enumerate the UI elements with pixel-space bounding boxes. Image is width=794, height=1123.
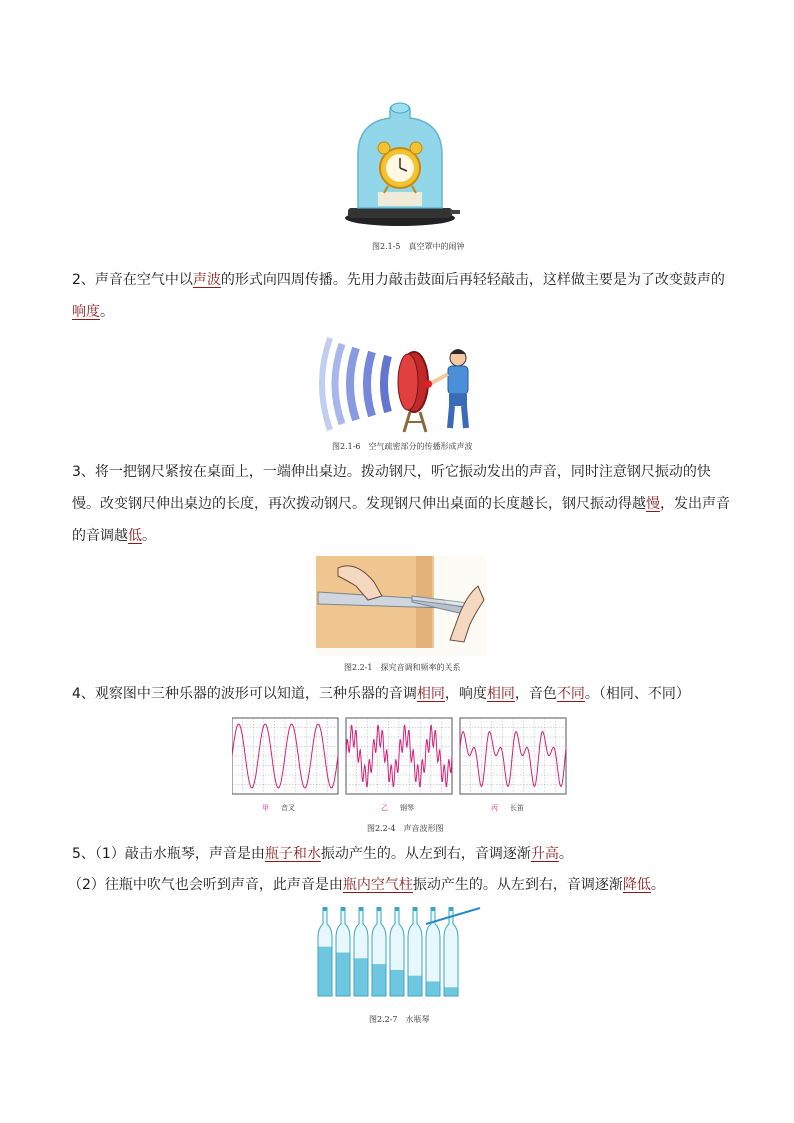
- q5-answer-4: 降低: [622, 877, 651, 893]
- q3-text-2: ，发出声音的音调越: [72, 496, 730, 544]
- water-bottle: [354, 907, 368, 996]
- water-bottle: [318, 907, 332, 996]
- q4-answer-3: 不同: [556, 686, 585, 702]
- wave-panel: [346, 718, 452, 794]
- drum-figure: [318, 334, 480, 434]
- q4-text-1: 4、观察图中三种乐器的波形可以知道，三种乐器的音调: [72, 686, 417, 702]
- q2-text-2: 的形式向四周传播。先用力敲击鼓面后再轻轻敲击，这样做主要是为了改变鼓声的: [220, 272, 725, 288]
- figure-caption-ruler: 图2.2-1 探究音调和频率的关系: [344, 663, 461, 672]
- question-5-part-2: [68, 869, 728, 901]
- figure-caption-bell-jar: 图2.1-5 真空罩中的闹钟: [372, 242, 465, 251]
- bell-jar-figure: [340, 100, 460, 230]
- q2-answer-2: 响度: [72, 304, 100, 320]
- water-bottle: [372, 907, 386, 996]
- q3-answer-2: 低: [128, 528, 142, 544]
- q5-text-3: 。: [558, 846, 573, 862]
- q4-answer-1: 相同: [416, 686, 445, 702]
- q2-answer-1: 声波: [192, 272, 221, 288]
- wave-label-1: 甲 音叉: [262, 804, 295, 812]
- wave-label-2: 乙 钢琴: [381, 804, 414, 812]
- water-bottle: [444, 907, 458, 996]
- waveform-figure: [232, 716, 568, 796]
- q4-text-2: ，响度: [444, 686, 487, 702]
- q3-text-3: 。: [142, 528, 156, 544]
- figure-caption-waves: 图2.2-4 声音波形图: [367, 824, 444, 833]
- wave-panel: [460, 718, 566, 794]
- wave-panel: [232, 718, 338, 794]
- q4-text-4: 。（相同、不同）: [584, 686, 690, 702]
- water-bottle: [390, 907, 404, 996]
- water-bottles-figure: [314, 906, 484, 998]
- water-bottle: [408, 907, 422, 996]
- q4-text-3: ，音色: [514, 686, 557, 702]
- q3-text-1: 3、将一把钢尺紧按在桌面上，一端伸出桌边。拨动钢尺，听它振动发出的声音，同时注意钢尺振动的快慢。改变钢尺伸出桌边的长度，再次拨动钢尺。发现钢尺伸出桌面的长度越长，钢尺振动得越: [72, 464, 711, 512]
- wave-label-3: 丙 长笛: [491, 804, 524, 812]
- q5-text-5: 振动产生的。从左到右，音调逐渐: [412, 877, 623, 893]
- q5-text-2: 振动产生的。从左到右，音调逐渐: [320, 846, 531, 862]
- q5-text-6: 。: [650, 877, 665, 893]
- q5-answer-1: 瓶子和水: [264, 846, 321, 862]
- water-bottle: [336, 907, 350, 996]
- q3-answer-1: 慢: [646, 496, 660, 512]
- q5-text-4: （2）往瓶中吹气也会听到声音，此声音是由: [68, 877, 343, 893]
- figure-caption-bottles: 图2.2-7 水瓶琴: [369, 1015, 430, 1024]
- q5-text-1: 5、（1）敲击水瓶琴，声音是由: [72, 846, 265, 862]
- q5-answer-2: 升高: [530, 846, 559, 862]
- q2-text-3: 。: [100, 304, 114, 320]
- question-5-part-1: [72, 838, 732, 870]
- question-4: [72, 678, 732, 710]
- ruler-figure: [316, 556, 486, 656]
- question-2: [72, 264, 732, 328]
- q2-text-1: 2、声音在空气中以: [72, 272, 193, 288]
- question-3: [72, 456, 732, 552]
- q5-answer-3: 瓶内空气柱: [342, 877, 413, 893]
- figure-caption-drum: 图2.1-6 空气疏密部分的传播形成声波: [332, 442, 473, 451]
- q4-answer-2: 相同: [486, 686, 515, 702]
